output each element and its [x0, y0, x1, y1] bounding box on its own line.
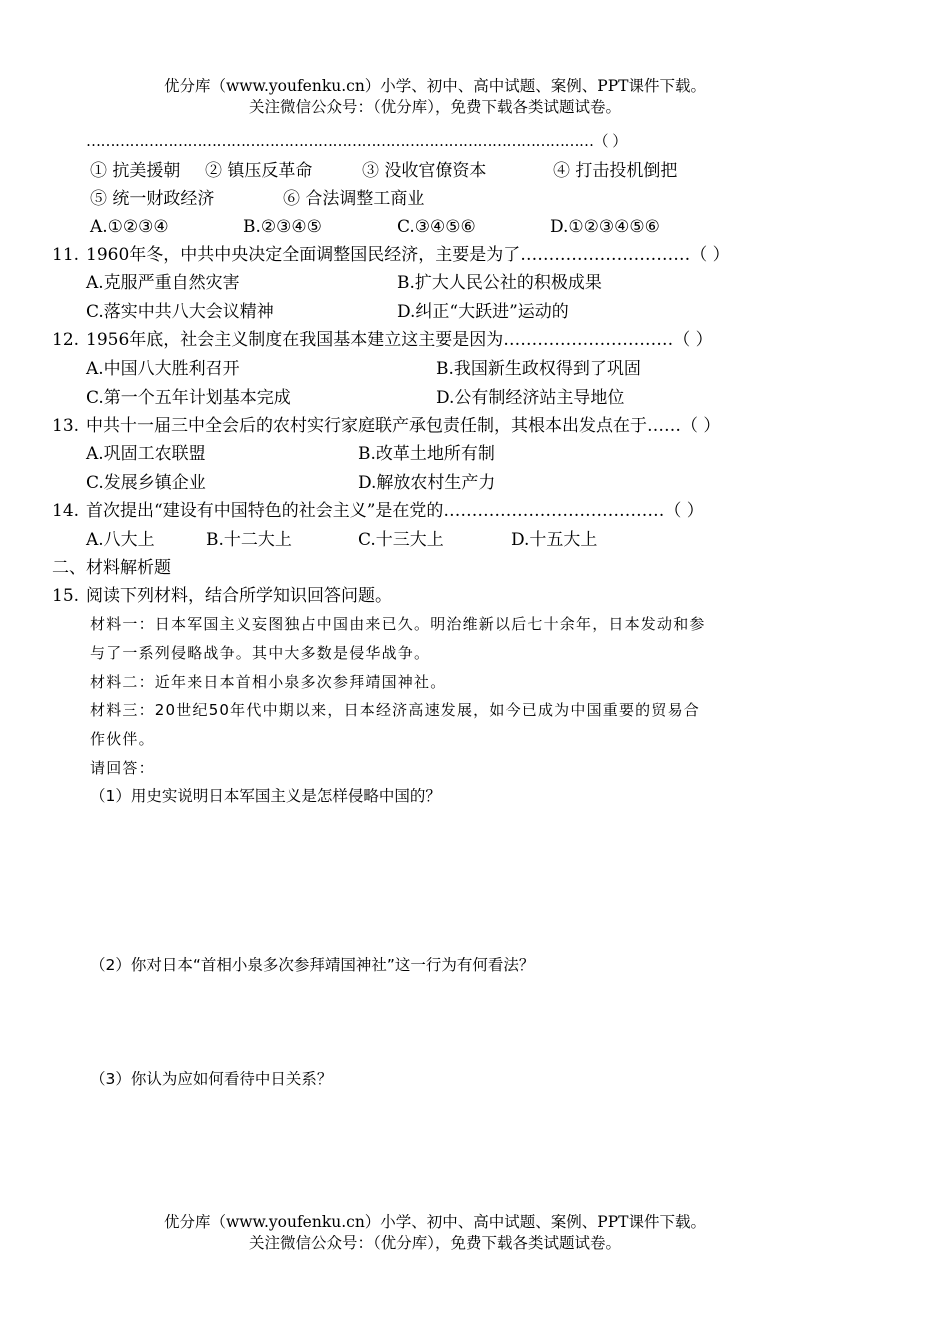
q11-option-c: C.落实中共八大会议精神	[86, 302, 274, 322]
q11-stem: 1960年冬，中共中央决定全面调整国民经济，主要是为了…………………………（ ）	[86, 245, 730, 265]
q14-option-d: D.十五大上	[511, 530, 598, 550]
q13-stem: 中共十一届三中全会后的农村实行家庭联产承包责任制，其根本出发点在于……（ ）	[86, 416, 721, 436]
q13-option-a: A.巩固工农联盟	[86, 444, 206, 464]
section-2-title: 二、材料解析题	[52, 558, 171, 578]
q14-number: 14.	[52, 501, 80, 521]
q14-stem: 首次提出“建设有中国特色的社会主义”是在党的…………………………………（ ）	[86, 501, 704, 521]
q13-option-b: B.改革土地所有制	[358, 444, 495, 464]
q10-leader: ……………………………………………………………………………………………（ ）	[86, 132, 627, 150]
q12-option-d: D.公有制经济站主导地位	[436, 388, 625, 408]
q13-number: 13.	[52, 416, 80, 436]
material-3-line-2: 作伙伴。	[90, 730, 155, 748]
q10-item-2: ② 镇压反革命	[205, 161, 313, 181]
footer-line-1: 优分库（www.youfenku.cn）小学、初中、高中试题、案例、PPT课件下载。	[163, 1213, 707, 1231]
q11-option-d: D.纠正“大跃进”运动的	[397, 302, 569, 322]
q10-option-d: D.①②③④⑤⑥	[550, 217, 660, 237]
q10-item-1: ① 抗美援朝	[90, 161, 181, 181]
q12-option-b: B.我国新生政权得到了巩固	[436, 359, 641, 379]
q12-stem: 1956年底，社会主义制度在我国基本建立这主要是因为…………………………（ ）	[86, 330, 713, 350]
q10-item-4: ④ 打击投机倒把	[553, 161, 678, 181]
q15-stem: 阅读下列材料，结合所学知识回答问题。	[86, 586, 392, 606]
answer-prompt: 请回答：	[90, 759, 155, 777]
q11-number: 11.	[52, 245, 80, 265]
sub-question-1: （1）用史实说明日本军国主义是怎样侵略中国的？	[90, 787, 441, 805]
header-line-2: 关注微信公众号：（优分库），免费下载各类试题试卷。	[248, 98, 621, 116]
header-line-1: 优分库（www.youfenku.cn）小学、初中、高中试题、案例、PPT课件下载。	[163, 77, 707, 95]
material-1-line-1: 材料一：日本军国主义妄图独占中国由来已久。明治维新以后七十余年，日本发动和参	[90, 615, 706, 633]
material-3-line-1: 材料三：20世纪50年代中期以来，日本经济高速发展，如今已成为中国重要的贸易合	[90, 701, 700, 719]
q11-option-b: B.扩大人民公社的积极成果	[397, 273, 602, 293]
q10-item-6: ⑥ 合法调整工商业	[283, 189, 425, 209]
q14-option-c: C.十三大上	[358, 530, 444, 550]
q12-number: 12.	[52, 330, 80, 350]
sub-question-3: （3）你认为应如何看待中日关系？	[90, 1070, 333, 1088]
q14-option-a: A.八大上	[86, 530, 155, 550]
sub-question-2: （2）你对日本“首相小泉多次参拜靖国神社”这一行为有何看法？	[90, 956, 535, 974]
q13-option-c: C.发展乡镇企业	[86, 473, 206, 493]
material-2: 材料二：近年来日本首相小泉多次参拜靖国神社。	[90, 673, 447, 691]
material-1-line-2: 与了一系列侵略战争。其中大多数是侵华战争。	[90, 644, 431, 662]
q12-option-a: A.中国八大胜利召开	[86, 359, 240, 379]
q10-item-3: ③ 没收官僚资本	[362, 161, 487, 181]
q13-option-d: D.解放农村生产力	[358, 473, 496, 493]
footer-line-2: 关注微信公众号：（优分库），免费下载各类试题试卷。	[248, 1234, 621, 1252]
q10-option-c: C.③④⑤⑥	[397, 217, 476, 237]
q10-option-b: B.②③④⑤	[243, 217, 322, 237]
q15-number: 15.	[52, 586, 80, 606]
q10-option-a: A.①②③④	[90, 217, 169, 237]
q11-option-a: A.克服严重自然灾害	[86, 273, 240, 293]
q14-option-b: B.十二大上	[206, 530, 292, 550]
q12-option-c: C.第一个五年计划基本完成	[86, 388, 291, 408]
q10-item-5: ⑤ 统一财政经济	[90, 189, 215, 209]
